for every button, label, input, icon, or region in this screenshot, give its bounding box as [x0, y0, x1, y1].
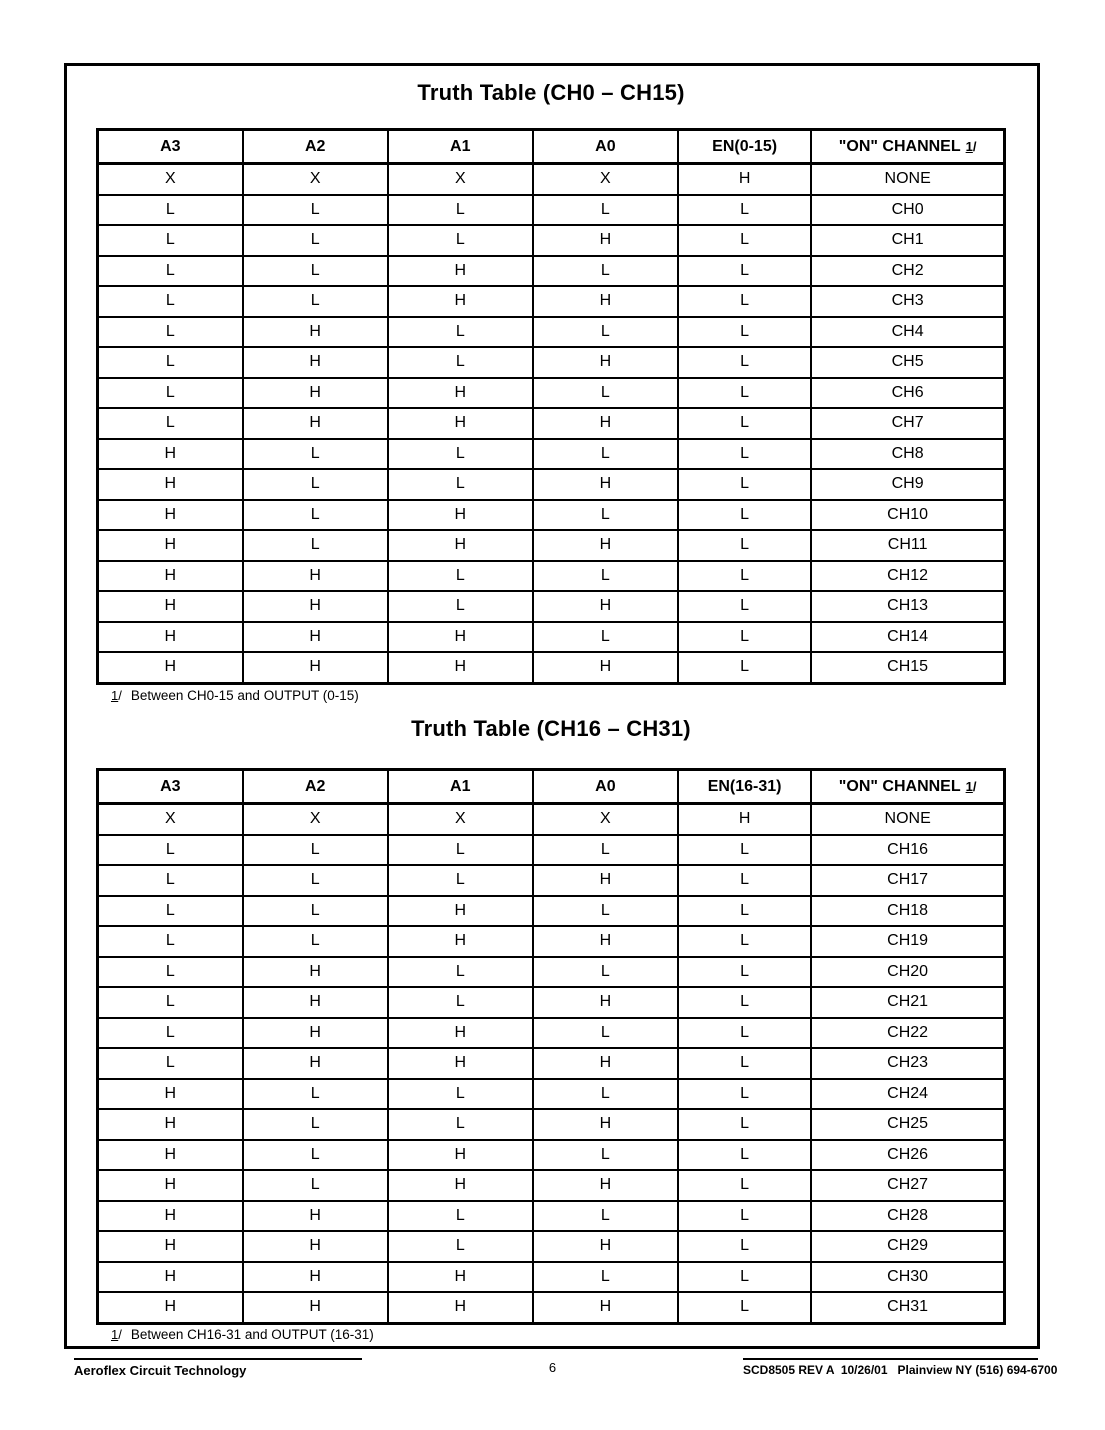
logic-level-cell: L — [98, 286, 243, 317]
logic-level-cell: L — [533, 957, 678, 988]
logic-level-cell: L — [243, 835, 388, 866]
logic-level-cell: H — [243, 652, 388, 683]
logic-level-cell: H — [98, 1262, 243, 1293]
table-row — [98, 987, 1005, 1018]
logic-level-cell: L — [98, 225, 243, 256]
logic-level-cell: X — [388, 804, 533, 835]
table-row — [98, 896, 1005, 927]
logic-level-cell: L — [678, 957, 811, 988]
logic-level-cell: L — [533, 1140, 678, 1171]
logic-level-cell: L — [678, 1201, 811, 1232]
logic-level-cell: L — [243, 1079, 388, 1110]
logic-level-cell: L — [678, 1018, 811, 1049]
channel-cell: CH3 — [811, 286, 1004, 317]
logic-level-cell: L — [98, 957, 243, 988]
logic-level-cell: H — [98, 469, 243, 500]
table-row — [98, 164, 1005, 195]
footnote-marker: 1/ — [965, 138, 977, 154]
logic-level-cell: H — [243, 317, 388, 348]
table-row — [98, 1170, 1005, 1201]
table-row — [98, 652, 1005, 683]
logic-level-cell: H — [98, 500, 243, 531]
logic-level-cell: L — [533, 1018, 678, 1049]
logic-level-cell: L — [98, 408, 243, 439]
truth-table-ch16-ch31 — [96, 768, 1006, 1325]
col-header-en: EN(0-15) — [678, 130, 811, 164]
table-row — [98, 530, 1005, 561]
col-header-on-channel — [811, 770, 1004, 804]
logic-level-cell: H — [533, 1292, 678, 1323]
logic-level-cell: H — [533, 865, 678, 896]
logic-level-cell: H — [98, 591, 243, 622]
logic-level-cell: L — [678, 1170, 811, 1201]
logic-level-cell: L — [678, 926, 811, 957]
logic-level-cell: H — [98, 622, 243, 653]
logic-level-cell: L — [678, 1109, 811, 1140]
logic-level-cell: H — [388, 622, 533, 653]
channel-cell: CH10 — [811, 500, 1004, 531]
logic-level-cell: L — [388, 225, 533, 256]
logic-level-cell: H — [388, 1018, 533, 1049]
table-row — [98, 865, 1005, 896]
logic-level-cell: L — [533, 256, 678, 287]
logic-level-cell: L — [243, 500, 388, 531]
logic-level-cell: H — [533, 591, 678, 622]
channel-cell: CH12 — [811, 561, 1004, 592]
logic-level-cell: H — [98, 439, 243, 470]
logic-level-cell: L — [98, 896, 243, 927]
channel-cell: CH26 — [811, 1140, 1004, 1171]
footnote-text: Between CH0-15 and OUTPUT (0-15) — [130, 688, 359, 703]
footnote-1 — [111, 688, 359, 703]
channel-cell: CH15 — [811, 652, 1004, 683]
logic-level-cell: L — [678, 1048, 811, 1079]
logic-level-cell: L — [98, 835, 243, 866]
logic-level-cell: H — [98, 652, 243, 683]
logic-level-cell: L — [388, 591, 533, 622]
logic-level-cell: H — [243, 987, 388, 1018]
logic-level-cell: H — [533, 987, 678, 1018]
logic-level-cell: H — [533, 408, 678, 439]
channel-cell: CH9 — [811, 469, 1004, 500]
logic-level-cell: H — [98, 1292, 243, 1323]
logic-level-cell: L — [678, 347, 811, 378]
logic-level-cell: L — [678, 195, 811, 226]
channel-cell: CH6 — [811, 378, 1004, 409]
logic-level-cell: L — [98, 1018, 243, 1049]
logic-level-cell: L — [243, 439, 388, 470]
logic-level-cell: L — [678, 1292, 811, 1323]
channel-cell: CH27 — [811, 1170, 1004, 1201]
logic-level-cell: H — [388, 530, 533, 561]
logic-level-cell: L — [243, 896, 388, 927]
col-header-on-channel — [811, 130, 1004, 164]
logic-level-cell: L — [678, 652, 811, 683]
channel-cell: CH29 — [811, 1231, 1004, 1262]
logic-level-cell: H — [388, 926, 533, 957]
logic-level-cell: L — [678, 225, 811, 256]
logic-level-cell: H — [243, 591, 388, 622]
table-row — [98, 1048, 1005, 1079]
logic-level-cell: L — [243, 256, 388, 287]
logic-level-cell: L — [388, 561, 533, 592]
logic-level-cell: L — [533, 561, 678, 592]
logic-level-cell: L — [243, 1140, 388, 1171]
channel-cell: CH13 — [811, 591, 1004, 622]
logic-level-cell: H — [533, 347, 678, 378]
footnote-marker: 1/ — [111, 688, 122, 703]
logic-level-cell: X — [98, 164, 243, 195]
logic-level-cell: H — [533, 926, 678, 957]
logic-level-cell: L — [243, 195, 388, 226]
channel-cell: CH31 — [811, 1292, 1004, 1323]
channel-cell: CH11 — [811, 530, 1004, 561]
logic-level-cell: H — [98, 1201, 243, 1232]
channel-cell: CH5 — [811, 347, 1004, 378]
logic-level-cell: H — [243, 378, 388, 409]
page-number: 6 — [548, 1360, 557, 1375]
logic-level-cell: H — [533, 1231, 678, 1262]
table-row — [98, 1262, 1005, 1293]
table-row — [98, 347, 1005, 378]
logic-level-cell: H — [98, 1079, 243, 1110]
logic-level-cell: L — [388, 957, 533, 988]
on-channel-label: "ON" CHANNEL — [838, 777, 961, 795]
table-row — [98, 1292, 1005, 1323]
channel-cell: CH7 — [811, 408, 1004, 439]
logic-level-cell: H — [533, 225, 678, 256]
logic-level-cell: L — [243, 1170, 388, 1201]
logic-level-cell: H — [243, 1201, 388, 1232]
logic-level-cell: H — [98, 530, 243, 561]
table-row — [98, 1109, 1005, 1140]
logic-level-cell: L — [243, 1109, 388, 1140]
channel-cell: CH0 — [811, 195, 1004, 226]
footer-company: Aeroflex Circuit Technology — [74, 1358, 362, 1378]
channel-cell: CH28 — [811, 1201, 1004, 1232]
logic-level-cell: L — [678, 530, 811, 561]
logic-level-cell: L — [388, 347, 533, 378]
logic-level-cell: L — [678, 469, 811, 500]
logic-level-cell: L — [678, 1262, 811, 1293]
channel-cell: CH24 — [811, 1079, 1004, 1110]
logic-level-cell: X — [243, 164, 388, 195]
table2-title: Truth Table (CH16 – CH31) — [411, 716, 691, 741]
logic-level-cell: L — [533, 896, 678, 927]
logic-level-cell: L — [98, 926, 243, 957]
table-row — [98, 957, 1005, 988]
logic-level-cell: L — [533, 500, 678, 531]
logic-level-cell: L — [678, 835, 811, 866]
logic-level-cell: L — [533, 195, 678, 226]
col-header-a3: A3 — [98, 130, 243, 164]
logic-level-cell: L — [678, 987, 811, 1018]
table-row — [98, 622, 1005, 653]
logic-level-cell: L — [243, 926, 388, 957]
col-header-a2: A2 — [243, 770, 388, 804]
table-row — [98, 195, 1005, 226]
channel-cell: CH22 — [811, 1018, 1004, 1049]
truth-table-ch0-ch15 — [96, 128, 1006, 685]
channel-cell: CH19 — [811, 926, 1004, 957]
logic-level-cell: X — [533, 164, 678, 195]
channel-cell: CH30 — [811, 1262, 1004, 1293]
header-row — [98, 130, 1005, 164]
logic-level-cell: H — [98, 561, 243, 592]
channel-cell: CH23 — [811, 1048, 1004, 1079]
logic-level-cell: L — [98, 347, 243, 378]
logic-level-cell: L — [678, 865, 811, 896]
logic-level-cell: L — [98, 865, 243, 896]
logic-level-cell: H — [678, 164, 811, 195]
logic-level-cell: L — [533, 1201, 678, 1232]
logic-level-cell: L — [533, 317, 678, 348]
logic-level-cell: H — [388, 1170, 533, 1201]
channel-cell: CH21 — [811, 987, 1004, 1018]
logic-level-cell: L — [678, 1079, 811, 1110]
logic-level-cell: H — [243, 561, 388, 592]
logic-level-cell: H — [533, 469, 678, 500]
logic-level-cell: H — [533, 652, 678, 683]
channel-cell: CH1 — [811, 225, 1004, 256]
logic-level-cell: H — [678, 804, 811, 835]
logic-level-cell: L — [678, 591, 811, 622]
logic-level-cell: L — [388, 469, 533, 500]
channel-cell: CH14 — [811, 622, 1004, 653]
logic-level-cell: H — [388, 1292, 533, 1323]
logic-level-cell: L — [98, 987, 243, 1018]
logic-level-cell: L — [243, 225, 388, 256]
footnote-marker: 1/ — [965, 778, 977, 794]
channel-cell: CH2 — [811, 256, 1004, 287]
footnote-2 — [111, 1327, 374, 1342]
table-row — [98, 804, 1005, 835]
logic-level-cell: H — [388, 378, 533, 409]
logic-level-cell: H — [533, 1170, 678, 1201]
logic-level-cell: H — [388, 1262, 533, 1293]
table-row — [98, 591, 1005, 622]
table-row — [98, 500, 1005, 531]
table-row — [98, 835, 1005, 866]
logic-level-cell: H — [388, 896, 533, 927]
table1-body — [98, 164, 1005, 684]
logic-level-cell: H — [388, 286, 533, 317]
logic-level-cell: H — [388, 500, 533, 531]
logic-level-cell: L — [243, 865, 388, 896]
logic-level-cell: L — [678, 1140, 811, 1171]
channel-cell: CH8 — [811, 439, 1004, 470]
table-row — [98, 469, 1005, 500]
logic-level-cell: X — [533, 804, 678, 835]
logic-level-cell: L — [678, 1231, 811, 1262]
logic-level-cell: H — [98, 1109, 243, 1140]
logic-level-cell: L — [388, 195, 533, 226]
logic-level-cell: L — [388, 987, 533, 1018]
logic-level-cell: H — [243, 1262, 388, 1293]
logic-level-cell: L — [533, 378, 678, 409]
logic-level-cell: H — [98, 1231, 243, 1262]
logic-level-cell: H — [388, 408, 533, 439]
on-channel-label: "ON" CHANNEL — [838, 137, 961, 155]
logic-level-cell: L — [533, 622, 678, 653]
logic-level-cell: L — [388, 317, 533, 348]
logic-level-cell: H — [533, 1109, 678, 1140]
logic-level-cell: H — [243, 1231, 388, 1262]
logic-level-cell: H — [243, 1048, 388, 1079]
logic-level-cell: L — [388, 439, 533, 470]
col-header-a1: A1 — [388, 130, 533, 164]
logic-level-cell: L — [98, 256, 243, 287]
logic-level-cell: H — [243, 1292, 388, 1323]
logic-level-cell: H — [243, 1018, 388, 1049]
footer-doc-info: SCD8505 REV A 10/26/01 Plainview NY (516) 694-6700 — [743, 1358, 1038, 1377]
table-row — [98, 1018, 1005, 1049]
footnote-text: Between CH16-31 and OUTPUT (16-31) — [130, 1327, 374, 1342]
table-row — [98, 286, 1005, 317]
table1-title: Truth Table (CH0 – CH15) — [417, 80, 685, 105]
table-row — [98, 225, 1005, 256]
table-row — [98, 408, 1005, 439]
logic-level-cell: L — [388, 1109, 533, 1140]
logic-level-cell: L — [98, 317, 243, 348]
logic-level-cell: L — [678, 408, 811, 439]
table-row — [98, 1231, 1005, 1262]
logic-level-cell: X — [243, 804, 388, 835]
logic-level-cell: L — [388, 1201, 533, 1232]
table-row — [98, 926, 1005, 957]
table2-body — [98, 804, 1005, 1324]
logic-level-cell: H — [388, 1140, 533, 1171]
logic-level-cell: L — [388, 865, 533, 896]
logic-level-cell: L — [533, 439, 678, 470]
logic-level-cell: H — [388, 652, 533, 683]
channel-cell: CH4 — [811, 317, 1004, 348]
logic-level-cell: X — [98, 804, 243, 835]
logic-level-cell: L — [388, 1231, 533, 1262]
logic-level-cell: H — [388, 256, 533, 287]
col-header-a1: A1 — [388, 770, 533, 804]
table-row — [98, 1140, 1005, 1171]
logic-level-cell: L — [243, 469, 388, 500]
col-header-a2: A2 — [243, 130, 388, 164]
logic-level-cell: H — [533, 1048, 678, 1079]
logic-level-cell: L — [678, 561, 811, 592]
logic-level-cell: H — [388, 1048, 533, 1079]
logic-level-cell: L — [533, 1262, 678, 1293]
table-row — [98, 317, 1005, 348]
logic-level-cell: H — [243, 622, 388, 653]
logic-level-cell: L — [678, 256, 811, 287]
page-frame — [64, 63, 1040, 1349]
logic-level-cell: L — [533, 835, 678, 866]
logic-level-cell: L — [388, 835, 533, 866]
logic-level-cell: H — [533, 286, 678, 317]
logic-level-cell: L — [98, 378, 243, 409]
header-row — [98, 770, 1005, 804]
logic-level-cell: H — [243, 957, 388, 988]
logic-level-cell: L — [388, 1079, 533, 1110]
logic-level-cell: L — [678, 286, 811, 317]
table-row — [98, 256, 1005, 287]
col-header-a0: A0 — [533, 770, 678, 804]
logic-level-cell: H — [243, 408, 388, 439]
channel-cell: NONE — [811, 804, 1004, 835]
logic-level-cell: H — [533, 530, 678, 561]
logic-level-cell: L — [243, 286, 388, 317]
logic-level-cell: H — [98, 1140, 243, 1171]
logic-level-cell: H — [98, 1170, 243, 1201]
footnote-marker: 1/ — [111, 1327, 122, 1342]
logic-level-cell: L — [98, 1048, 243, 1079]
table-row — [98, 1201, 1005, 1232]
channel-cell: CH25 — [811, 1109, 1004, 1140]
logic-level-cell: L — [243, 530, 388, 561]
table-row — [98, 439, 1005, 470]
logic-level-cell: L — [678, 500, 811, 531]
table-row — [98, 561, 1005, 592]
channel-cell: CH20 — [811, 957, 1004, 988]
table-row — [98, 378, 1005, 409]
logic-level-cell: L — [678, 317, 811, 348]
logic-level-cell: L — [678, 896, 811, 927]
logic-level-cell: H — [243, 347, 388, 378]
channel-cell: CH18 — [811, 896, 1004, 927]
channel-cell: NONE — [811, 164, 1004, 195]
col-header-en: EN(16-31) — [678, 770, 811, 804]
logic-level-cell: X — [388, 164, 533, 195]
logic-level-cell: L — [98, 195, 243, 226]
channel-cell: CH16 — [811, 835, 1004, 866]
logic-level-cell: L — [678, 378, 811, 409]
table-row — [98, 1079, 1005, 1110]
logic-level-cell: L — [678, 439, 811, 470]
col-header-a0: A0 — [533, 130, 678, 164]
logic-level-cell: L — [678, 622, 811, 653]
logic-level-cell: L — [533, 1079, 678, 1110]
channel-cell: CH17 — [811, 865, 1004, 896]
col-header-a3: A3 — [98, 770, 243, 804]
